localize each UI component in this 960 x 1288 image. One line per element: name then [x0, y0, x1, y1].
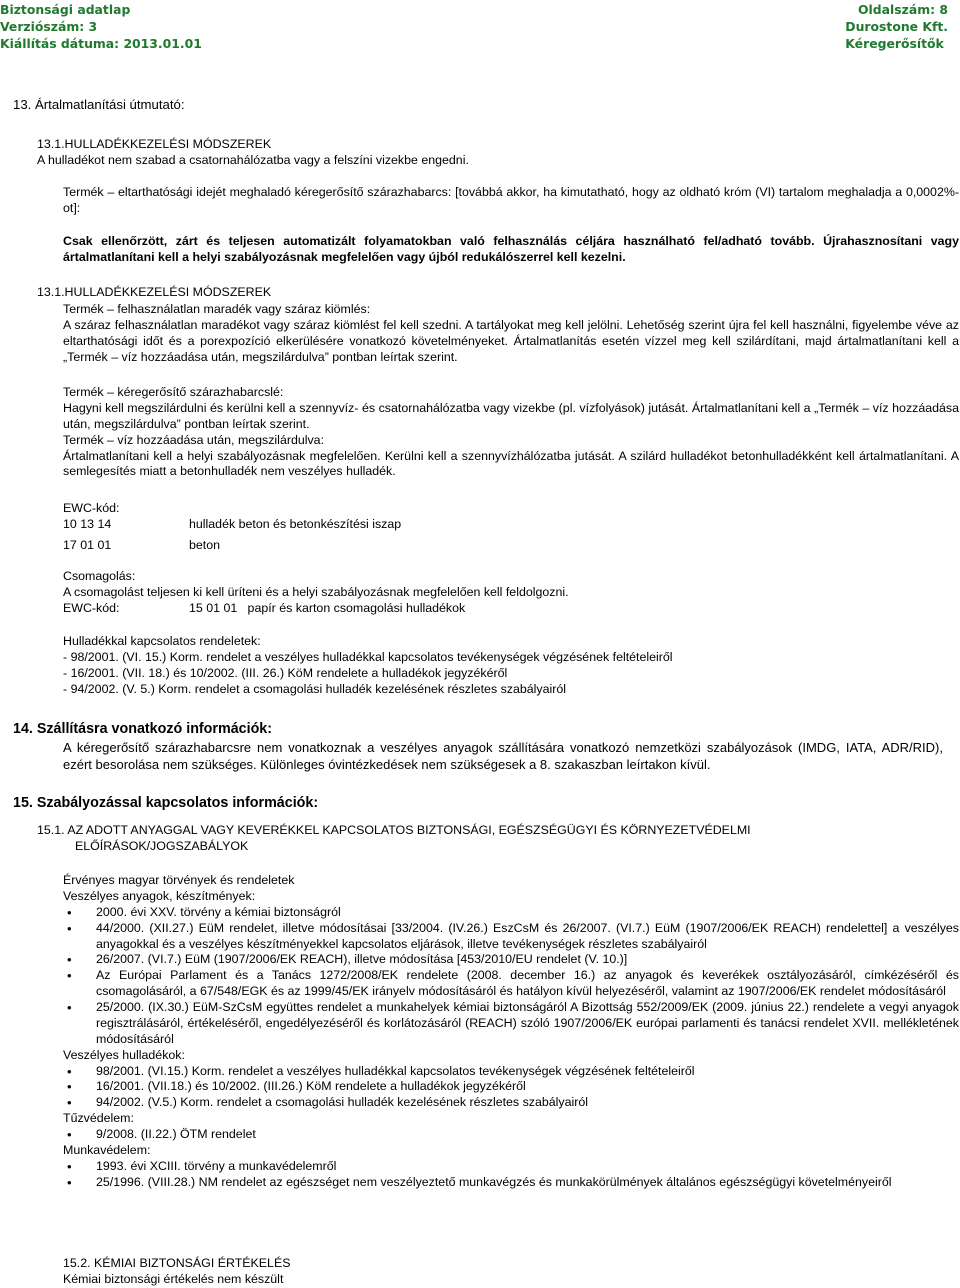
packaging-block [63, 569, 943, 617]
ewc-block [63, 501, 663, 554]
ewc-code: 10 13 14 [63, 516, 112, 531]
legislation-block [63, 873, 959, 1191]
waste-regulation-item: - 94/2002. (V. 5.) Korm. rendelet a csomagolási hulladék kezelésének részletes szabályairól [63, 681, 567, 696]
hardened-text: Ártalmatlanítani kell a helyi szabályozásnak megfelelően. Kerülni kell a szennyvízhálózatba jutását. A szilárd hulladékot betonhulladékként kell ártalmatlanítani. A semlegesítés miatt a betonhulladék nem veszélyes hulladék. [63, 448, 959, 479]
section-15-1-title-line2: ELŐÍRÁSOK/JOGSZABÁLYOK [75, 838, 249, 853]
section-15-1-block [37, 823, 957, 855]
list-item: • 16/2001. (VII.18.) és 10/2002. (III.26.) KöM rendelete a hulladékok jegyzékéről [63, 1079, 959, 1095]
packaging-ewc-value: 15 01 01 papír és karton csomagolási hulladékok [189, 600, 466, 615]
fire-protection-list [63, 1127, 959, 1143]
section-14-title: 14. Szállításra vonatkozó információk: [13, 721, 273, 737]
section-13-1-text: A hulladékot nem szabad a csatornahálózatba vagy a felszíni vizekbe engedni. [37, 152, 469, 167]
list-item: • Az Európai Parlament és a Tanács 1272/2008/EK rendelete (2008. december 16.) az anyagok és keverékek osztályozásáról, címkézéséről és csomagolásáról, a 67/548/EGK és az 1999/45/EK irányelv módosításáról és hatályon kívül helyezéséről, valamint az 1907/2006/EK rendelet módosításáról [63, 968, 959, 1000]
valid-laws-title: Érvényes magyar törvények és rendeletek [63, 873, 295, 887]
list-item: • 44/2000. (XII.27.) EüM rendelet, illetve módosításai [33/2004. (IV.26.) EszCsM és 26/2007. (VI.7.) EüM (1907/2006/EK REACH) rendelettel] a veszélyes anyagokkal és a veszélyes készítményekkel kapcsolatos eljárások, illetve tevékenységek részletes szabályairól [63, 921, 959, 953]
product-name: Kéregerősítők [845, 36, 944, 51]
company-name: Durostone Kft. [845, 19, 948, 34]
hazardous-waste-title: Veszélyes hulladékok: [63, 1047, 185, 1062]
controlled-use-paragraph: Csak ellenőrzött, zárt és teljesen automatizált folyamatokban való felhasználás céljára használható fel/adható tovább. Újrahasznosítani vagy ártalmatlanítani kell a helyi szabályozásnak megfelelően vagy újból redukálószerrel kell kezelni. [63, 234, 959, 264]
page-header-right [845, 1, 948, 52]
unused-residue-title: Termék – felhasználatlan maradék vagy száraz kiömlés: [63, 302, 371, 316]
section-15-2-block [63, 1256, 943, 1288]
ewc-desc: beton [189, 537, 221, 552]
dangerous-substances-title: Veszélyes anyagok, készítmények: [63, 888, 256, 903]
ewc-row [63, 538, 663, 554]
ewc-code: 17 01 01 [63, 537, 112, 552]
section-15-2-text: Kémiai biztonsági értékelés nem készült [63, 1271, 284, 1286]
fire-protection-title: Tűzvédelem: [63, 1111, 134, 1126]
packaging-title: Csomagolás: [63, 569, 136, 583]
ewc-desc: hulladék beton és betonkészítési iszap [189, 516, 402, 531]
slurry-title: Termék – kéregerősítő szárazhabarcslé: [63, 385, 284, 399]
list-item: • 2000. évi XXV. törvény a kémiai biztonságról [63, 905, 959, 921]
doc-type: Biztonsági adatlap [0, 2, 131, 17]
list-item: • 98/2001. (VI.15.) Korm. rendelet a veszélyes hulladékkal kapcsolatos tevékenységek végzésének feltételeiről [63, 1064, 959, 1080]
page-number: Oldalszám: 8 [857, 2, 948, 17]
unused-residue-text: A száraz felhasználatlan maradékot vagy száraz kiömlést fel kell szedni. A tartályokat meg kell jelölni. Lehetőség szerint újra fel kell használni, figyelembe véve az eltarthatósági időt és a porexpozíció elkerülésére vonatkozó követelményeket. Ártalmatlanítás esetén vízzel meg kell szilárdítani, majd ártalmatlanítani kell a „Termék – víz hozzáadása után, megszilárdulva” pontban leírtak szerint. [63, 317, 959, 364]
work-safety-title: Munkavédelem: [63, 1142, 151, 1157]
slurry-block [63, 385, 959, 480]
slurry-text: Hagyni kell megszilárdulni és kerülni kell a szennyvíz- és csatornahálózatba vagy vizekbe (pl. vízfolyások) jutását. Ártalmatlanítani kell a „Termék – víz hozzáadása után, megszilárdulva” pontban leírtak szerint. [63, 400, 959, 431]
list-item: • 25/1996. (VIII.28.) NM rendelet az egészséget nem veszélyeztető munkavégzés és munkakörülmények általános egészségügyi követelményeiről [63, 1175, 959, 1191]
waste-regulations-title: Hulladékkal kapcsolatos rendeletek: [63, 634, 261, 648]
list-item: • 25/2000. (IX.30.) EüM-SzCsM együttes rendelet a munkahelyek kémiai biztonságáról A Bizottság 552/2009/EK (2009. június 22.) rendelete a vegyi anyagok regisztrálásáról, értékeléséről, engedélyezéséről és korlátozásáról (REACH) szóló 1907/2006/EK európai parlamenti és tanácsi rendelet XVII. mellékletének módosításáról [63, 1000, 959, 1048]
list-item: • 26/2007. (VI.7.) EüM (1907/2006/EK REACH), illetve módosítása [453/2010/EU rendelet (V. 10.)] [63, 952, 959, 968]
unused-residue-block [63, 302, 959, 366]
packaging-ewc [63, 601, 943, 617]
section-15-1-title-line1: 15.1. AZ ADOTT ANYAGGAL VAGY KEVERÉKKEL KAPCSOLATOS BIZTONSÁGI, EGÉSZSÉGÜGYI ÉS KÖRNYEZETVÉDELMI [37, 823, 751, 837]
issue-date: Kiállítás dátuma: 2013.01.01 [0, 36, 202, 51]
hazardous-waste-list [63, 1064, 959, 1112]
hardened-title: Termék – víz hozzáadása után, megszilárdulva: [63, 432, 325, 447]
version: Verziószám: 3 [0, 19, 98, 34]
waste-regulations-block [63, 634, 943, 698]
list-item: • 94/2002. (V.5.) Korm. rendelet a csomagolási hulladék kezelésének részletes szabályairól [63, 1095, 959, 1111]
work-safety-list [63, 1159, 959, 1191]
list-item: • 9/2008. (II.22.) ÖTM rendelet [63, 1127, 959, 1143]
ewc-title: EWC-kód: [63, 501, 120, 515]
ewc-row [63, 517, 663, 533]
packaging-ewc-label: EWC-kód: [63, 600, 120, 615]
dangerous-substances-list [63, 905, 959, 1048]
section-13-1-block [37, 137, 937, 169]
section-15-2-title: 15.2. KÉMIAI BIZTONSÁGI ÉRTÉKELÉS [63, 1256, 291, 1270]
waste-regulation-item: - 16/2001. (VII. 18.) és 10/2002. (III. 26.) KöM rendelete a hulladékok jegyzékéről [63, 665, 508, 680]
section-14-text: A kéregerősítő szárazhabarcsre nem vonatkoznak a veszélyes anyagok szállítására vonatkozó nemzetközi szabályozások (IMDG, IATA, ADR/RID), ezért besorolása nem szükséges. Különleges óvintézkedések nem szükségesek a 8. szakaszban leírtakon kívül. [63, 740, 943, 772]
page-header-left [0, 1, 202, 52]
section-15-title: 15. Szabályozással kapcsolatos információk: [13, 795, 319, 811]
section-13-1b-title: 13.1.HULLADÉKKEZELÉSI MÓDSZEREK [37, 285, 272, 299]
section-13-1-title: 13.1.HULLADÉKKEZELÉSI MÓDSZEREK [37, 137, 272, 151]
waste-regulation-item: - 98/2001. (VI. 15.) Korm. rendelet a veszélyes hulladékkal kapcsolatos tevékenységek végzésének feltételeiről [63, 649, 673, 664]
section-13-title: 13. Ártalmatlanítási útmutató: [13, 97, 185, 112]
packaging-text: A csomagolást teljesen ki kell üríteni és a helyi szabályozásnak megfelelően kell feldolgozni. [63, 584, 569, 599]
list-item: • 1993. évi XCIII. törvény a munkavédelemről [63, 1159, 959, 1175]
product-expired-intro: Termék – eltarthatósági idejét meghaladó kéregerősítő szárazhabarcs: [továbbá akkor, ha kimutatható, hogy az oldható króm (VI) tartalom meghaladja a 0,0002%-ot]: [63, 185, 959, 215]
